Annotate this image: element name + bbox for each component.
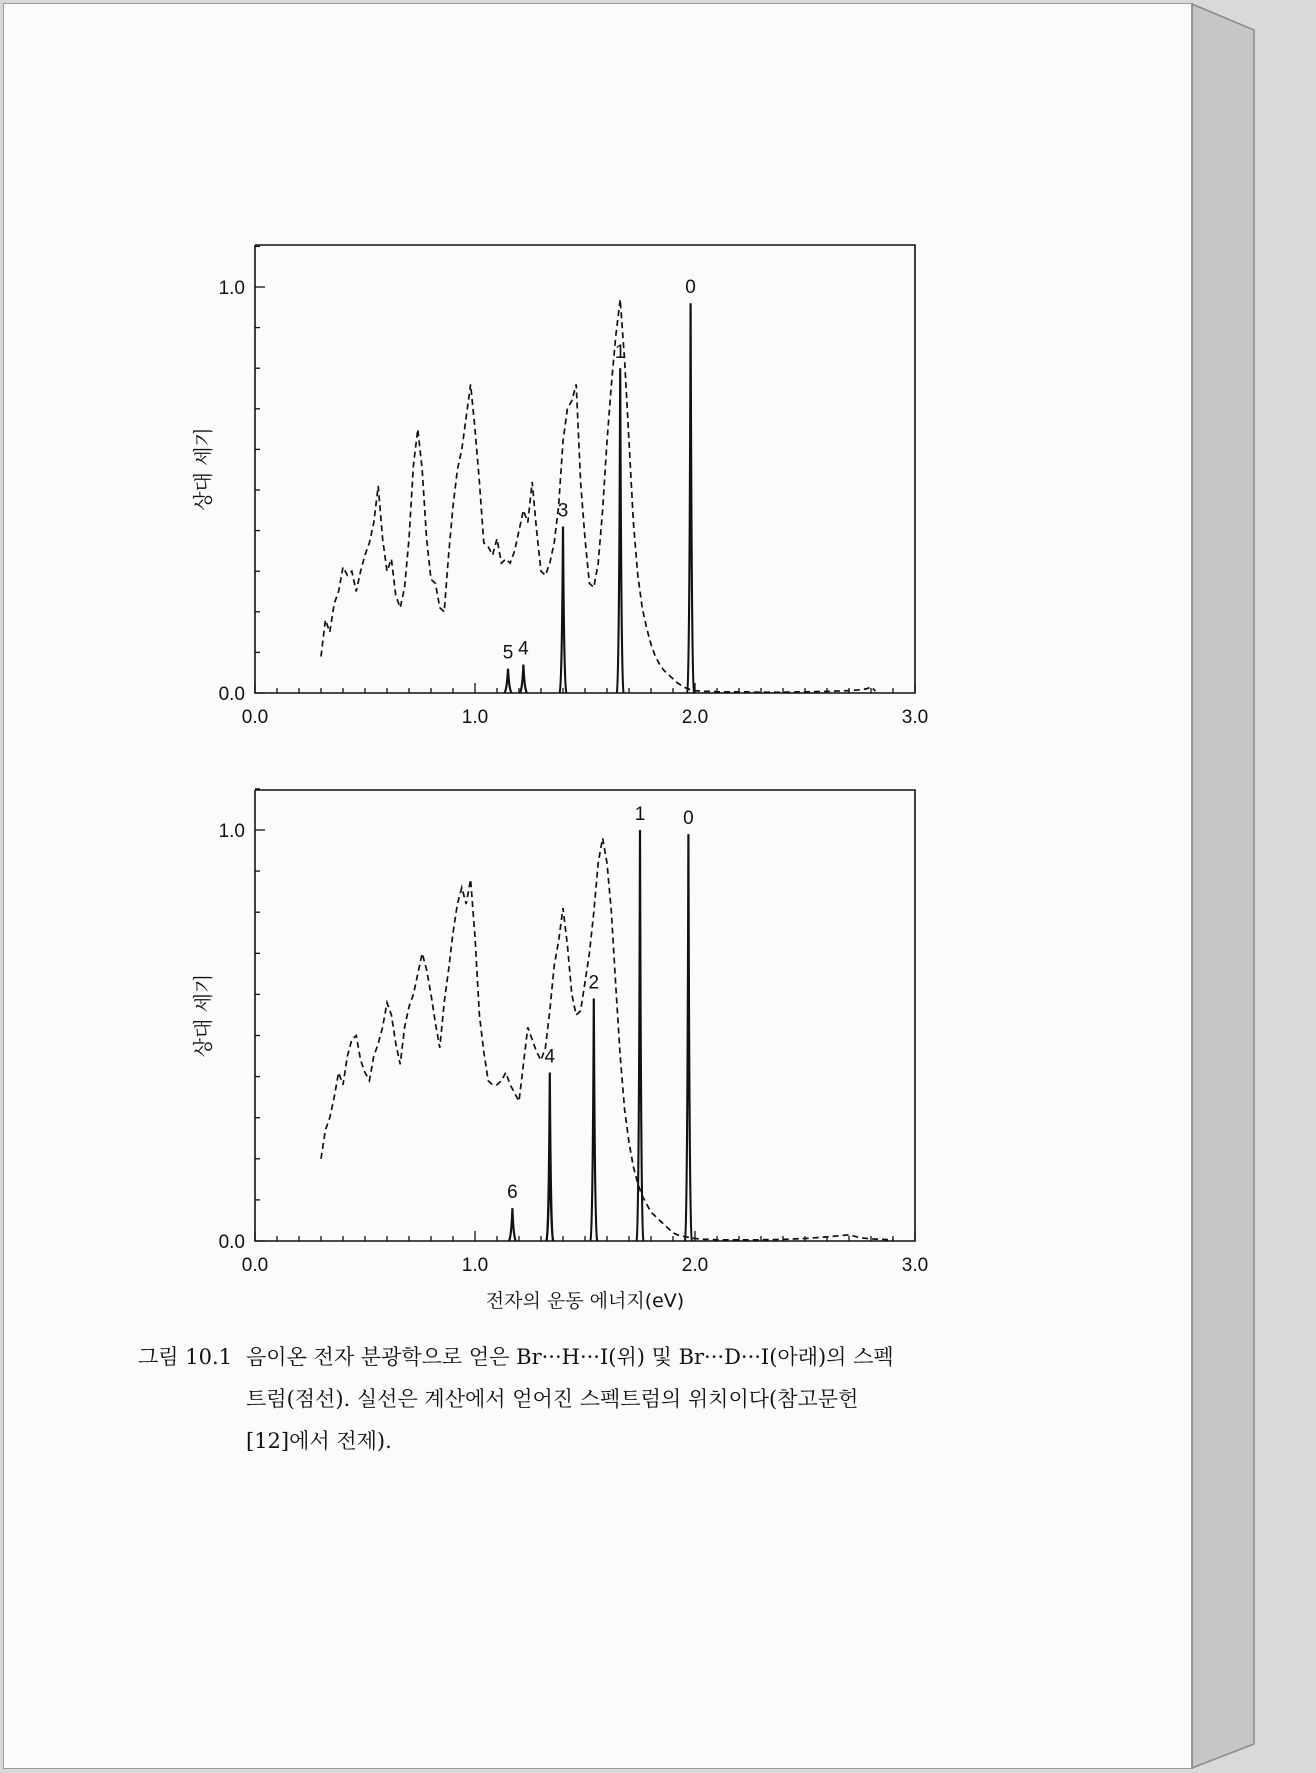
calculated-peak	[590, 999, 597, 1241]
x-tick-label: 2.0	[681, 707, 709, 728]
plot-frame	[255, 790, 915, 1241]
y-tick-label: 0.0	[218, 1232, 245, 1253]
calculated-peak	[637, 830, 644, 1241]
peak-label: 5	[502, 642, 514, 664]
peak-label: 6	[507, 1182, 518, 1204]
peak-label: 1	[634, 804, 646, 825]
caption-line-1	[138, 1336, 1018, 1378]
peak-label: 1	[614, 342, 626, 364]
y-tick-label: 1.0	[218, 821, 245, 842]
peak-label: 0	[683, 808, 694, 830]
y-axis-label: 상대 세기	[191, 973, 215, 1058]
x-axis-label: 전자의 운동 에너지(eV)	[485, 1290, 685, 1312]
calculated-peak	[685, 834, 692, 1241]
x-tick-label: 3.0	[901, 1255, 929, 1276]
calculated-peak	[546, 1072, 553, 1241]
peak-label: 3	[557, 500, 569, 522]
peak-label: 4	[518, 638, 529, 660]
x-tick-label: 0.0	[241, 1255, 269, 1276]
x-tick-label: 1.0	[461, 707, 489, 728]
y-tick-label: 0.0	[218, 684, 245, 705]
peak-label: 2	[588, 972, 600, 994]
caption-line-2: 트럼(점선). 실선은 계산에서 얻어진 스펙트럼의 위치이다(참고문헌	[246, 1387, 859, 1411]
experimental-spectrum-line	[321, 838, 893, 1240]
y-tick-label: 1.0	[218, 278, 245, 299]
caption-label: 그림 10.1	[138, 1345, 233, 1369]
x-tick-label: 1.0	[461, 1255, 489, 1276]
peak-label: 4	[544, 1046, 556, 1068]
figure-caption	[138, 1336, 1018, 1462]
x-tick-label: 3.0	[901, 707, 929, 728]
x-tick-label: 2.0	[681, 1255, 709, 1276]
caption-line-3: [12]에서 전제).	[246, 1429, 392, 1453]
caption-text-1: 음이온 전자 분광학으로 얻은 Br···H···I(위) 및 Br···D···I(아래)의 스펙	[246, 1345, 894, 1369]
y-axis-label: 상대 세기	[191, 427, 215, 511]
peak-label: 0	[685, 277, 696, 299]
x-tick-label: 0.0	[241, 707, 269, 728]
calculated-peak	[509, 1208, 516, 1241]
